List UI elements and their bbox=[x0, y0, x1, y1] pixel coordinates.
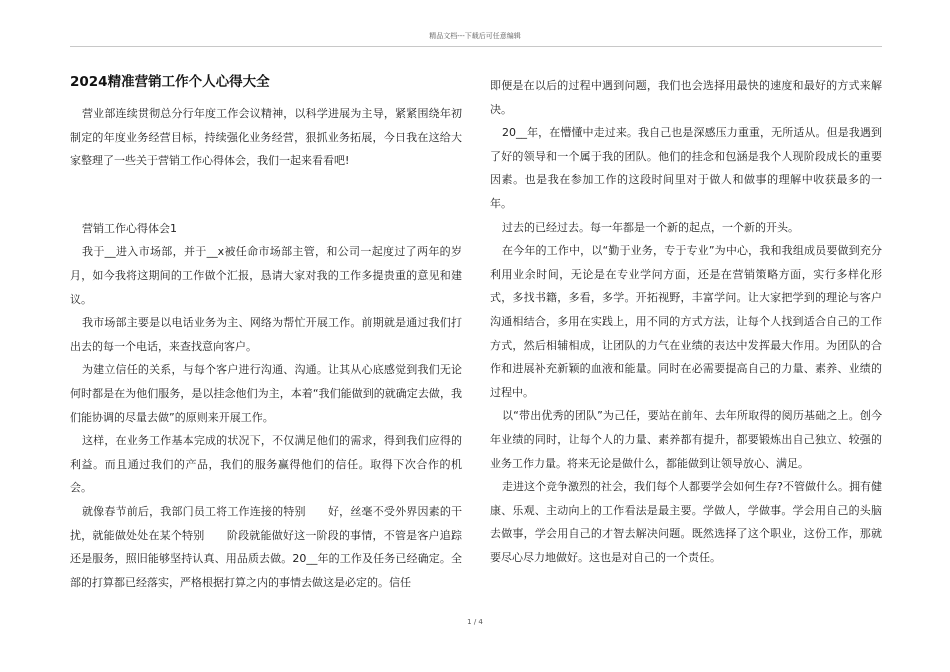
body-paragraph: 这样，在业务工作基本完成的状况下，不仅满足他们的需求，得到我们应得的利益。而且通过我们的产品，我们的服务赢得他们的信任。取得下次合作的机会。 bbox=[70, 434, 462, 495]
body-paragraph: 为建立信任的关系，与每个客户进行沟通、沟通。让其从心底感觉到我们无论何时都是在为他们服务，是以挂念他们为主，本着“我们能做到的就确定去做，我们能协调的尽量去做”的原则来开展工作。 bbox=[70, 363, 462, 424]
body-paragraph: 就像春节前后，我部门员工将工作连接的特别 好，丝毫不受外界因素的干扰，就能做处处在某个特别 阶段就能做好这一阶段的事情，不管是客户追踪还是服务，照旧能够坚持认真、用品质去做。20__年的工作及任务已经确定。全部的打算都已经落实，严格根据打算之内的事情去做这是必定的。信任 bbox=[70, 504, 462, 589]
body-paragraph: 过去的已经过去。每一年都是一个新的起点，一个新的开头。 bbox=[502, 220, 799, 234]
body-paragraph: 我市场部主要是以电话业务为主、网络为帮忙开展工作。前期就是通过我们打出去的每一个电话，来查找意向客户。 bbox=[70, 316, 462, 353]
intro-paragraph: 营业部连续贯彻总分行年度工作会议精神，以科学进展为主导，紧紧围绕年初制定的年度业务经营目标，持续强化业务经营，狠抓业务拓展，今日我在这给大家整理了一些关于营销工作心得体会，我们一起来看看吧! bbox=[70, 107, 462, 168]
body-paragraph: 在今年的工作中，以“勤于业务，专于专业”为中心，我和我组成员要做到充分利用业余时间，无论是在专业学问方面，还是在营销策略方面，实行多样化形式，多找书籍，多看，多学。开拓视野，丰富学问。让大家把学到的理论与客户沟通相结合，多用在实践上，用不同的方式方法，让每个人找到适合自己的工作方式，然后相辅相成，让团队的力气在业绩的表达中发挥最大作用。为团队的合作和进展补充新颖的血液和能量。同时在必需要提高自己的力量、素养、业绩的过程中。 bbox=[490, 244, 882, 399]
page-header: 精品文档---下载后可任意编辑 bbox=[429, 32, 521, 40]
body-paragraph: 以“带出优秀的团队”为己任，要站在前年、去年所取得的阅历基础之上。创今年业绩的同时，让每个人的力量、素养都有提升，都要锻炼出自己独立、较强的业务工作力量。将来无论是做什么，都能做到让领导放心、满足。 bbox=[490, 409, 882, 470]
body-paragraph: 20__年，在懵懂中走过来。我自己也是深感压力重重，无所适从。但是我遇到了好的领导和一个属于我的团队。他们的挂念和包涵是我个人现阶段成长的重要因素。也是我在参加工作的这段时间里对于做人和做事的理解中收获最多的一年。 bbox=[490, 126, 882, 210]
body-paragraph: 我于__进入市场部，并于__x被任命市场部主管，和公司一起度过了两年的岁月，如今我将这期间的工作做个汇报，恳请大家对我的工作多提贵重的意见和建议。 bbox=[70, 245, 462, 306]
header-divider bbox=[70, 46, 882, 47]
body-paragraph: 即便是在以后的过程中遇到问题，我们也会选择用最快的速度和最好的方式来解决。 bbox=[490, 79, 882, 116]
body-paragraph: 走进这个竞争激烈的社会，我们每个人都要学会如何生存?不管做什么。拥有健康、乐观、主动向上的工作看法是最主要。学做人，学做事。学会用自己的头脑去做事，学会用自己的才智去解决问题。既然选择了这个职业，这份工作，那就要尽心尽力地做好。这也是对自己的一个责任。 bbox=[490, 480, 882, 564]
page-number: 1 / 4 bbox=[467, 618, 483, 626]
left-column bbox=[70, 72, 462, 594]
section-heading: 营销工作心得体会1 bbox=[82, 221, 177, 235]
document-title: 2024精准营销工作个人心得大全 bbox=[70, 74, 270, 90]
right-column bbox=[490, 74, 882, 569]
